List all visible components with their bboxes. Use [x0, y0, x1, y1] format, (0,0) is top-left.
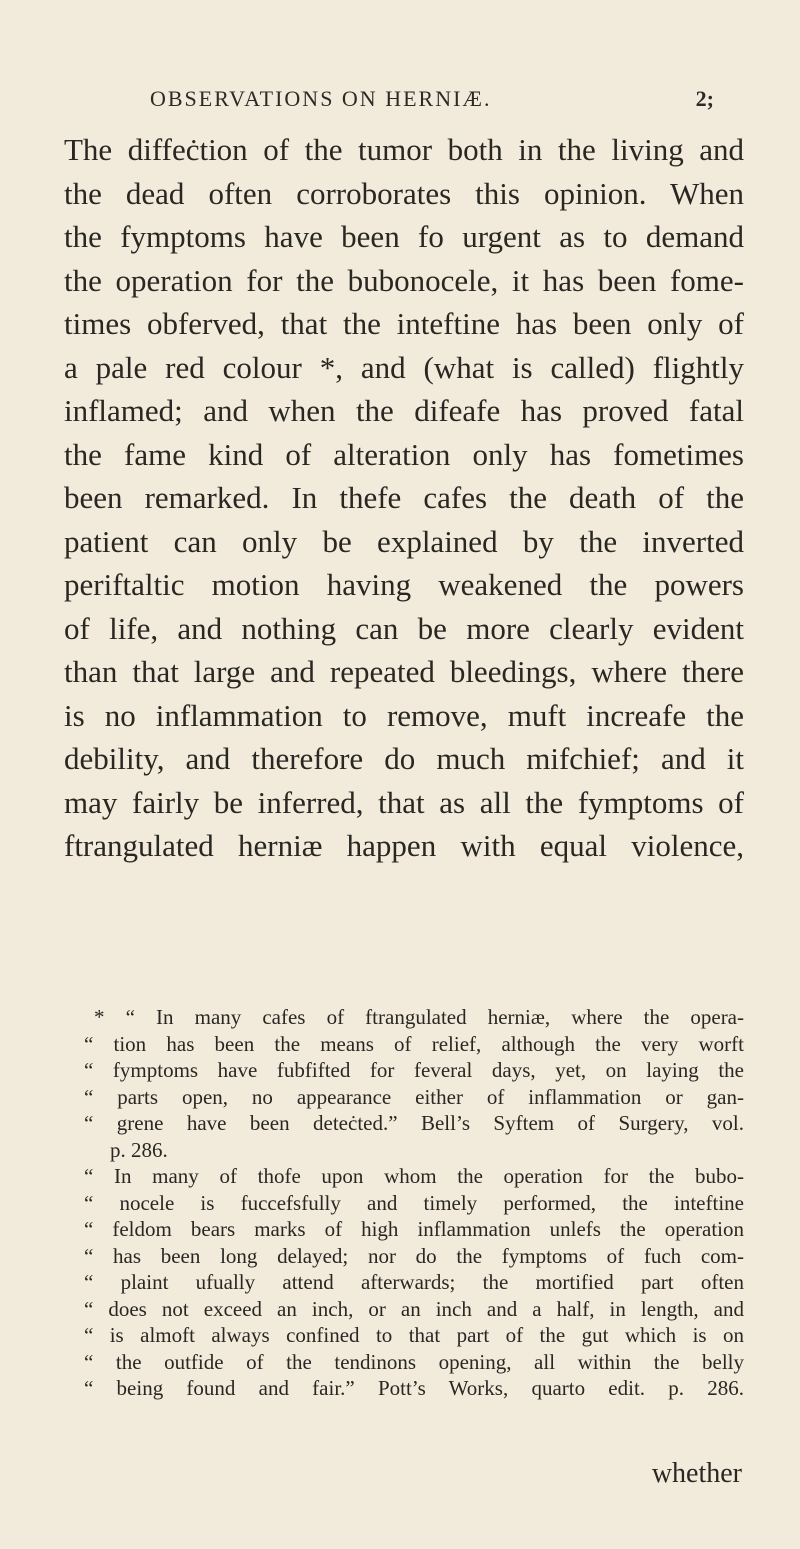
running-head: OBSERVATIONS ON HERNIÆ.: [150, 86, 492, 111]
text-line: a pale red colour *, and (what is called) flightly: [64, 349, 744, 385]
page-number: 2;: [695, 86, 714, 111]
footnote-line: “ parts open, no appearance either of inflammation or gan-: [84, 1084, 744, 1109]
text-line: periftaltic motion having weakened the powers: [64, 567, 744, 602]
text-line: been remarked. In thefe cafes the death of the: [64, 480, 744, 515]
text-line: ftrangulated herniæ happen with equal violence,: [64, 828, 744, 863]
footnote-line: “ being found and fair.” Pott’s Works, quarto edit. p. 286.: [84, 1376, 744, 1400]
footnotes: [64, 1004, 744, 1402]
text-line: inflamed; and when the difeafe has proved fatal: [64, 393, 744, 428]
page-header: [60, 86, 740, 116]
text-line: the dead often corroborates this opinion. When: [64, 175, 744, 211]
text-line: patient can only be explained by the inverted: [64, 523, 744, 559]
text-line: times obferved, that the inteftine has been only of: [64, 306, 744, 341]
catchword: whether: [651, 1458, 742, 1489]
footnote-line: “ In many of thofe upon whom the operation for the bubo-: [84, 1164, 744, 1188]
text-line: The diffeċtion of the tumor both in the living and: [64, 132, 744, 167]
text-line: the operation for the bubonocele, it has been fome-: [64, 262, 744, 298]
footnote-line: “ the outfide of the tendinons opening, all within the belly: [84, 1349, 744, 1374]
text-line: debility, and therefore do much mifchief; and it: [64, 741, 744, 776]
footnote-line: “ has been long delayed; nor do the fymptoms of fuch com-: [84, 1243, 744, 1268]
text-line: may fairly be inferred, that as all the fymptoms of: [64, 784, 744, 820]
text-line: than that large and repeated bleedings, where there: [64, 654, 744, 689]
text-line: of life, and nothing can be more clearly evident: [64, 610, 744, 646]
footnote-line: * “ In many cafes of ftrangulated herniæ, where the opera-: [94, 1005, 744, 1029]
footnote-line: “ feldom bears marks of high inflammation unlefs the operation: [84, 1217, 744, 1241]
footnote-line: p. 286.: [110, 1137, 168, 1162]
footnote-line: “ grene have been deteċted.” Bell’s Syftem of Surgery, vol.: [84, 1111, 744, 1135]
footnote-line: “ is almoft always confined to that part of the gut which is on: [84, 1323, 744, 1347]
text-line: is no inflammation to remove, muft increafe the: [64, 697, 744, 733]
text-line: the fymptoms have been fo urgent as to demand: [64, 219, 744, 254]
main-text: [64, 128, 744, 868]
footnote-line: “ does not exceed an inch, or an inch and a half, in length, and: [84, 1296, 744, 1321]
footnote-line: “ plaint ufually attend afterwards; the mortified part often: [84, 1270, 744, 1294]
footnote-line: “ nocele is fuccefsfully and timely performed, the inteftine: [84, 1190, 744, 1215]
footnote-line: “ tion has been the means of relief, although the very worft: [84, 1031, 744, 1056]
footnote-line: “ fymptoms have fubfifted for feveral days, yet, on laying the: [84, 1058, 744, 1082]
text-line: the fame kind of alteration only has fometimes: [64, 436, 744, 472]
